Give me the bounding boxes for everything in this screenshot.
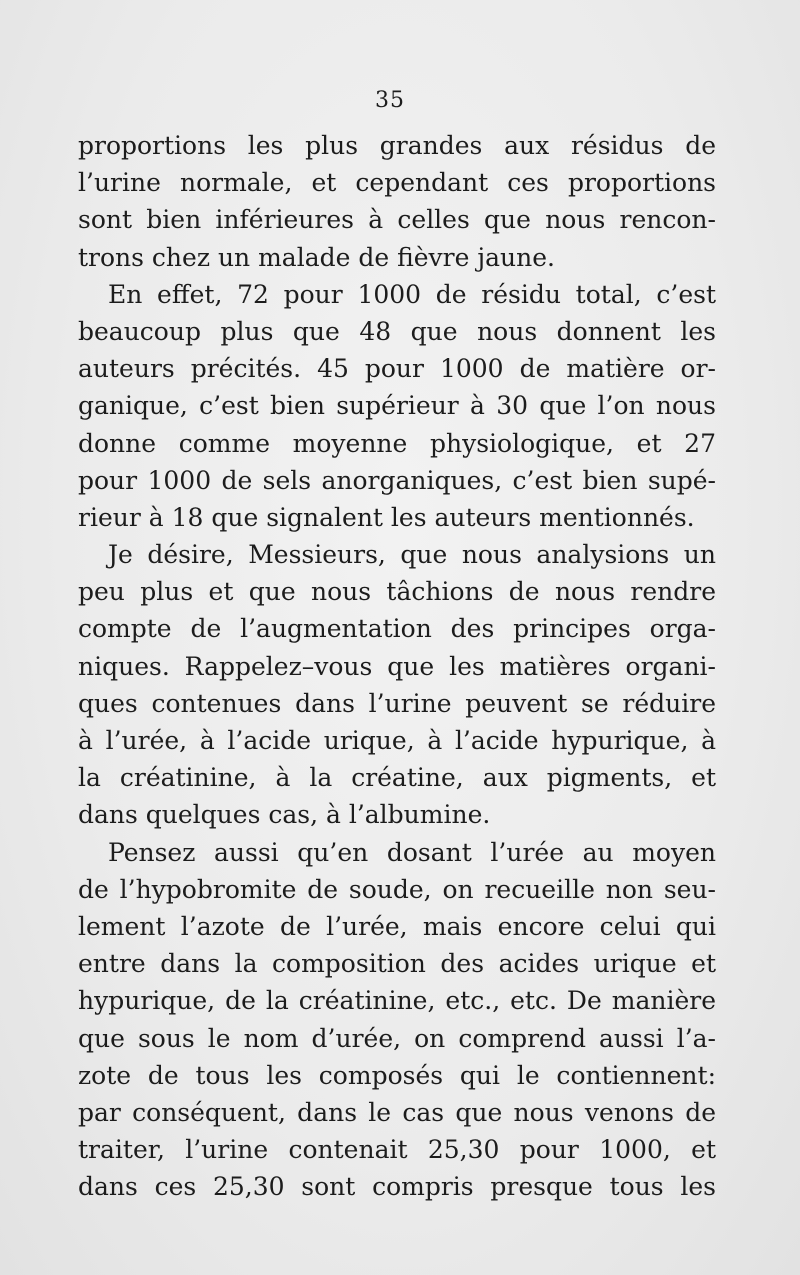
text-line: rieur à 18 que signalent les auteurs mentionnés.: [78, 502, 695, 532]
page-number: 35: [375, 88, 405, 113]
text-line: lement l’azote de l’urée, mais encore celui qui: [78, 911, 716, 941]
text-line: par conséquent, dans le cas que nous venons de: [78, 1097, 716, 1127]
text-line: sont bien inférieures à celles que nous rencon-: [78, 205, 716, 235]
text-line: zote de tous les composés qui le contiennent:: [78, 1060, 716, 1090]
text-line: l’urine normale, et cependant ces proportions: [78, 168, 716, 198]
text-line: trons chez un malade de fièvre jaune.: [78, 242, 555, 272]
text-line: ques contenues dans l’urine peuvent se réduire: [78, 688, 716, 718]
text-line: donne comme moyenne physiologique, et 27: [78, 428, 716, 458]
text-line: niques. Rappelez–vous que les matières organi-: [78, 651, 716, 681]
text-line: compte de l’augmentation des principes orga-: [78, 614, 716, 644]
text-line: ganique, c’est bien supérieur à 30 que l’on nous: [78, 391, 716, 421]
text-line: dans ces 25,30 sont compris presque tous les: [78, 1172, 716, 1202]
text-line: auteurs précités. 45 pour 1000 de matière or-: [78, 354, 716, 384]
text-line: hypurique, de la créatinine, etc., etc. De manière: [78, 986, 716, 1016]
text-line: à l’urée, à l’acide urique, à l’acide hypurique, à: [78, 726, 716, 755]
body-text: [78, 127, 716, 1205]
text-line: Pensez aussi qu’en dosant l’urée au moyen: [108, 837, 716, 867]
text-line: beaucoup plus que 48 que nous donnent les: [78, 316, 716, 346]
text-line: En effet, 72 pour 1000 de résidu total, c’est: [108, 279, 716, 309]
text-line: dans quelques cas, à l’albumine.: [78, 800, 491, 830]
text-line: entre dans la composition des acides urique et: [78, 949, 716, 979]
text-line: peu plus et que nous tâchions de nous rendre: [78, 577, 716, 607]
text-line: pour 1000 de sels anorganiques, c’est bien supé-: [78, 465, 716, 495]
text-line: traiter, l’urine contenait 25,30 pour 1000, et: [78, 1135, 716, 1165]
text-line: de l’hypobromite de soude, on recueille non seu-: [78, 874, 716, 904]
text-line: la créatinine, à la créatine, aux pigments, et: [78, 763, 716, 793]
text-line: Je désire, Messieurs, que nous analysions un: [108, 540, 716, 570]
text-line: que sous le nom d’urée, on comprend aussi l’a-: [78, 1023, 716, 1053]
text-line: proportions les plus grandes aux résidus de: [78, 131, 716, 160]
